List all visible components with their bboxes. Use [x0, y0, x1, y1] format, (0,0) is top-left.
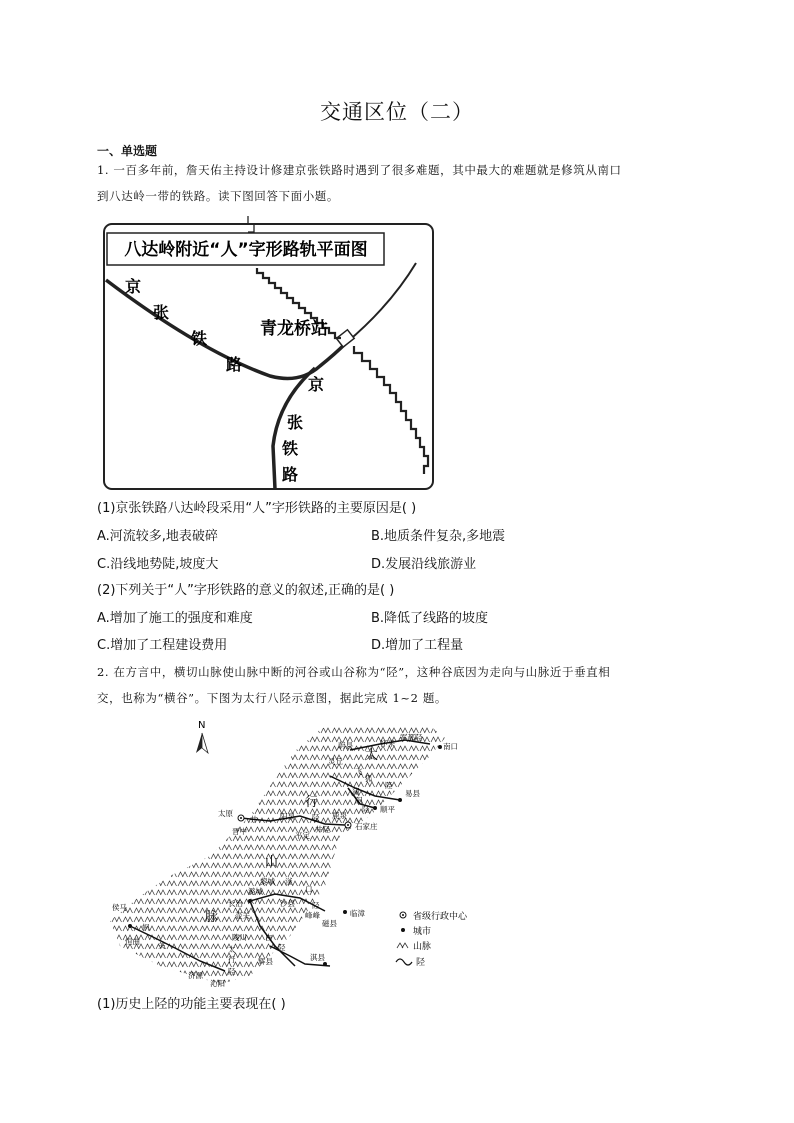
rail-label-upper-1: 京 [125, 277, 142, 296]
q1-sub2-option-d[interactable]: D.增加了工程量 [371, 638, 464, 653]
q1-sub2-stem: (2)下列关于“人”字形铁路的意义的叙述,正确的是( ) [97, 583, 395, 598]
place-label: 太 [228, 945, 236, 954]
q1-text-line1: 1. 一百多年前，詹天佑主持设计修建京张铁路时遇到了很多难题，其中最大的难题就是修筑从南口 [97, 163, 622, 177]
place-label: 侯马 [112, 903, 127, 912]
q1-sub2-option-b[interactable]: B.降低了线路的坡度 [371, 611, 489, 626]
legend-city: 城市 [413, 927, 432, 937]
legend-mountain: 山脉 [413, 942, 432, 952]
place-label: 口 [305, 885, 313, 894]
mountain-char-4: 脉 [205, 910, 219, 925]
q2-text-line2: 交，也称为“横谷”。下图为太行八陉示意图，据此完成 1~2 题。 [97, 691, 448, 705]
q1-sub1-option-c[interactable]: C.沿线地势陡,坡度大 [97, 557, 219, 572]
place-label: 怀来 [380, 739, 395, 748]
place-label: 壶关 [235, 911, 250, 920]
place-label: 蔚县 [338, 741, 353, 750]
place-label: 轵 [142, 923, 150, 932]
section-heading: 一、单选题 [97, 144, 158, 158]
rail-label-upper-2: 张 [153, 303, 170, 322]
place-label: 黎城 [260, 877, 275, 886]
place-label: 滏 [285, 877, 293, 886]
taihang-map [100, 716, 480, 992]
place-label: 平定 [295, 831, 310, 840]
place-label: 蒲 [352, 787, 360, 796]
rail-label-upper-3: 铁 [191, 329, 208, 348]
map-legend [396, 910, 468, 968]
place-label: 白 [265, 933, 273, 942]
place-label: 潞城 [248, 887, 263, 896]
mountain-char-1: 太 [365, 748, 379, 763]
rail-plan-figure [100, 216, 438, 492]
place-label: 狐 [365, 774, 373, 783]
place-label: 陉 [312, 901, 320, 910]
place-label: 陉 [312, 813, 320, 822]
q1-sub1-option-d[interactable]: D.发展沿线旅游业 [371, 557, 477, 572]
place-label: 阴 [355, 796, 363, 805]
place-label: 淇县 [310, 953, 325, 962]
place-label: 陉 [385, 781, 393, 790]
legend-mountain-icon [397, 943, 408, 948]
q2-text-line1: 2. 在方言中，横切山脉使山脉中断的河谷或山谷称为“陉”，这种谷底因为走向与山脉近于垂直相 [97, 665, 611, 679]
q2-sub1-stem: (1)历史上陉的功能主要表现在( ) [97, 997, 286, 1012]
place-label: 峰峰 [305, 911, 320, 920]
q1-text-line2: 到八达岭一带的铁路。读下图回答下面小题。 [97, 189, 339, 203]
place-label: 陵川 [232, 933, 247, 942]
place-label: 磁县 [322, 919, 337, 928]
rail-label-upper-4: 路 [226, 355, 243, 374]
page-title: 交通区位（二） [320, 100, 474, 124]
legend-provincial-capital: 省级行政中心 [413, 912, 468, 922]
place-label: 灵丘 [328, 757, 343, 766]
legend-pass-icon [396, 959, 412, 965]
place-label: 顺平 [380, 805, 395, 814]
mountain-char-2: 行 [305, 795, 319, 810]
place-label: 井 [250, 815, 258, 824]
q1-sub1-stem: (1)京张铁路八达岭段采用“人”字形铁路的主要原因是( ) [97, 501, 417, 516]
q1-sub2-option-c[interactable]: C.增加了工程建设费用 [97, 638, 228, 653]
place-label: 鹿泉 [332, 811, 347, 820]
place-label: 井陉 [315, 825, 330, 834]
place-label: 晋中 [232, 827, 247, 836]
place-label: 济源 [188, 971, 203, 980]
q1-sub1-option-a[interactable]: A.河流较多,地表破碎 [97, 529, 218, 544]
north-label: N [198, 720, 206, 731]
rail-label-lower-2: 张 [287, 413, 304, 432]
place-label: 军都陉 [400, 733, 423, 742]
place-label: 长治 [228, 899, 243, 908]
rail-label-lower-3: 铁 [282, 439, 299, 458]
place-label: 辉县 [258, 957, 273, 966]
place-label: 太原 [218, 809, 233, 818]
place-label: 南口 [443, 742, 458, 751]
q1-sub1-option-b[interactable]: B.地质条件复杂,多地震 [371, 529, 506, 544]
mountain-char-3: 山 [265, 855, 279, 870]
place-label: 陉 [362, 805, 370, 814]
place-label: 石家庄 [355, 822, 378, 831]
place-label: 关 [158, 941, 166, 950]
place-label: 易县 [405, 789, 420, 798]
place-label: 飞 [355, 767, 363, 776]
place-label: 陉 [228, 967, 236, 976]
north-arrow-icon [196, 720, 208, 753]
place-label: 临漳 [350, 909, 365, 918]
place-label: 行 [228, 955, 236, 964]
place-label: 陉 [278, 943, 286, 952]
place-label: 沙县 [280, 899, 295, 908]
rail-label-lower-1: 京 [308, 375, 325, 394]
station-label: 青龙桥站 [260, 319, 328, 339]
place-label: 阳泉 [280, 812, 295, 821]
place-label: 恒曲 [125, 937, 140, 946]
place-label: 沁阳 [210, 979, 225, 988]
q1-sub2-option-a[interactable]: A.增加了施工的强度和难度 [97, 611, 253, 626]
figure-title: 八达岭附近“人”字形路轨平面图 [124, 240, 368, 260]
legend-pass: 陉 [416, 958, 426, 968]
rail-label-lower-4: 路 [282, 465, 299, 484]
